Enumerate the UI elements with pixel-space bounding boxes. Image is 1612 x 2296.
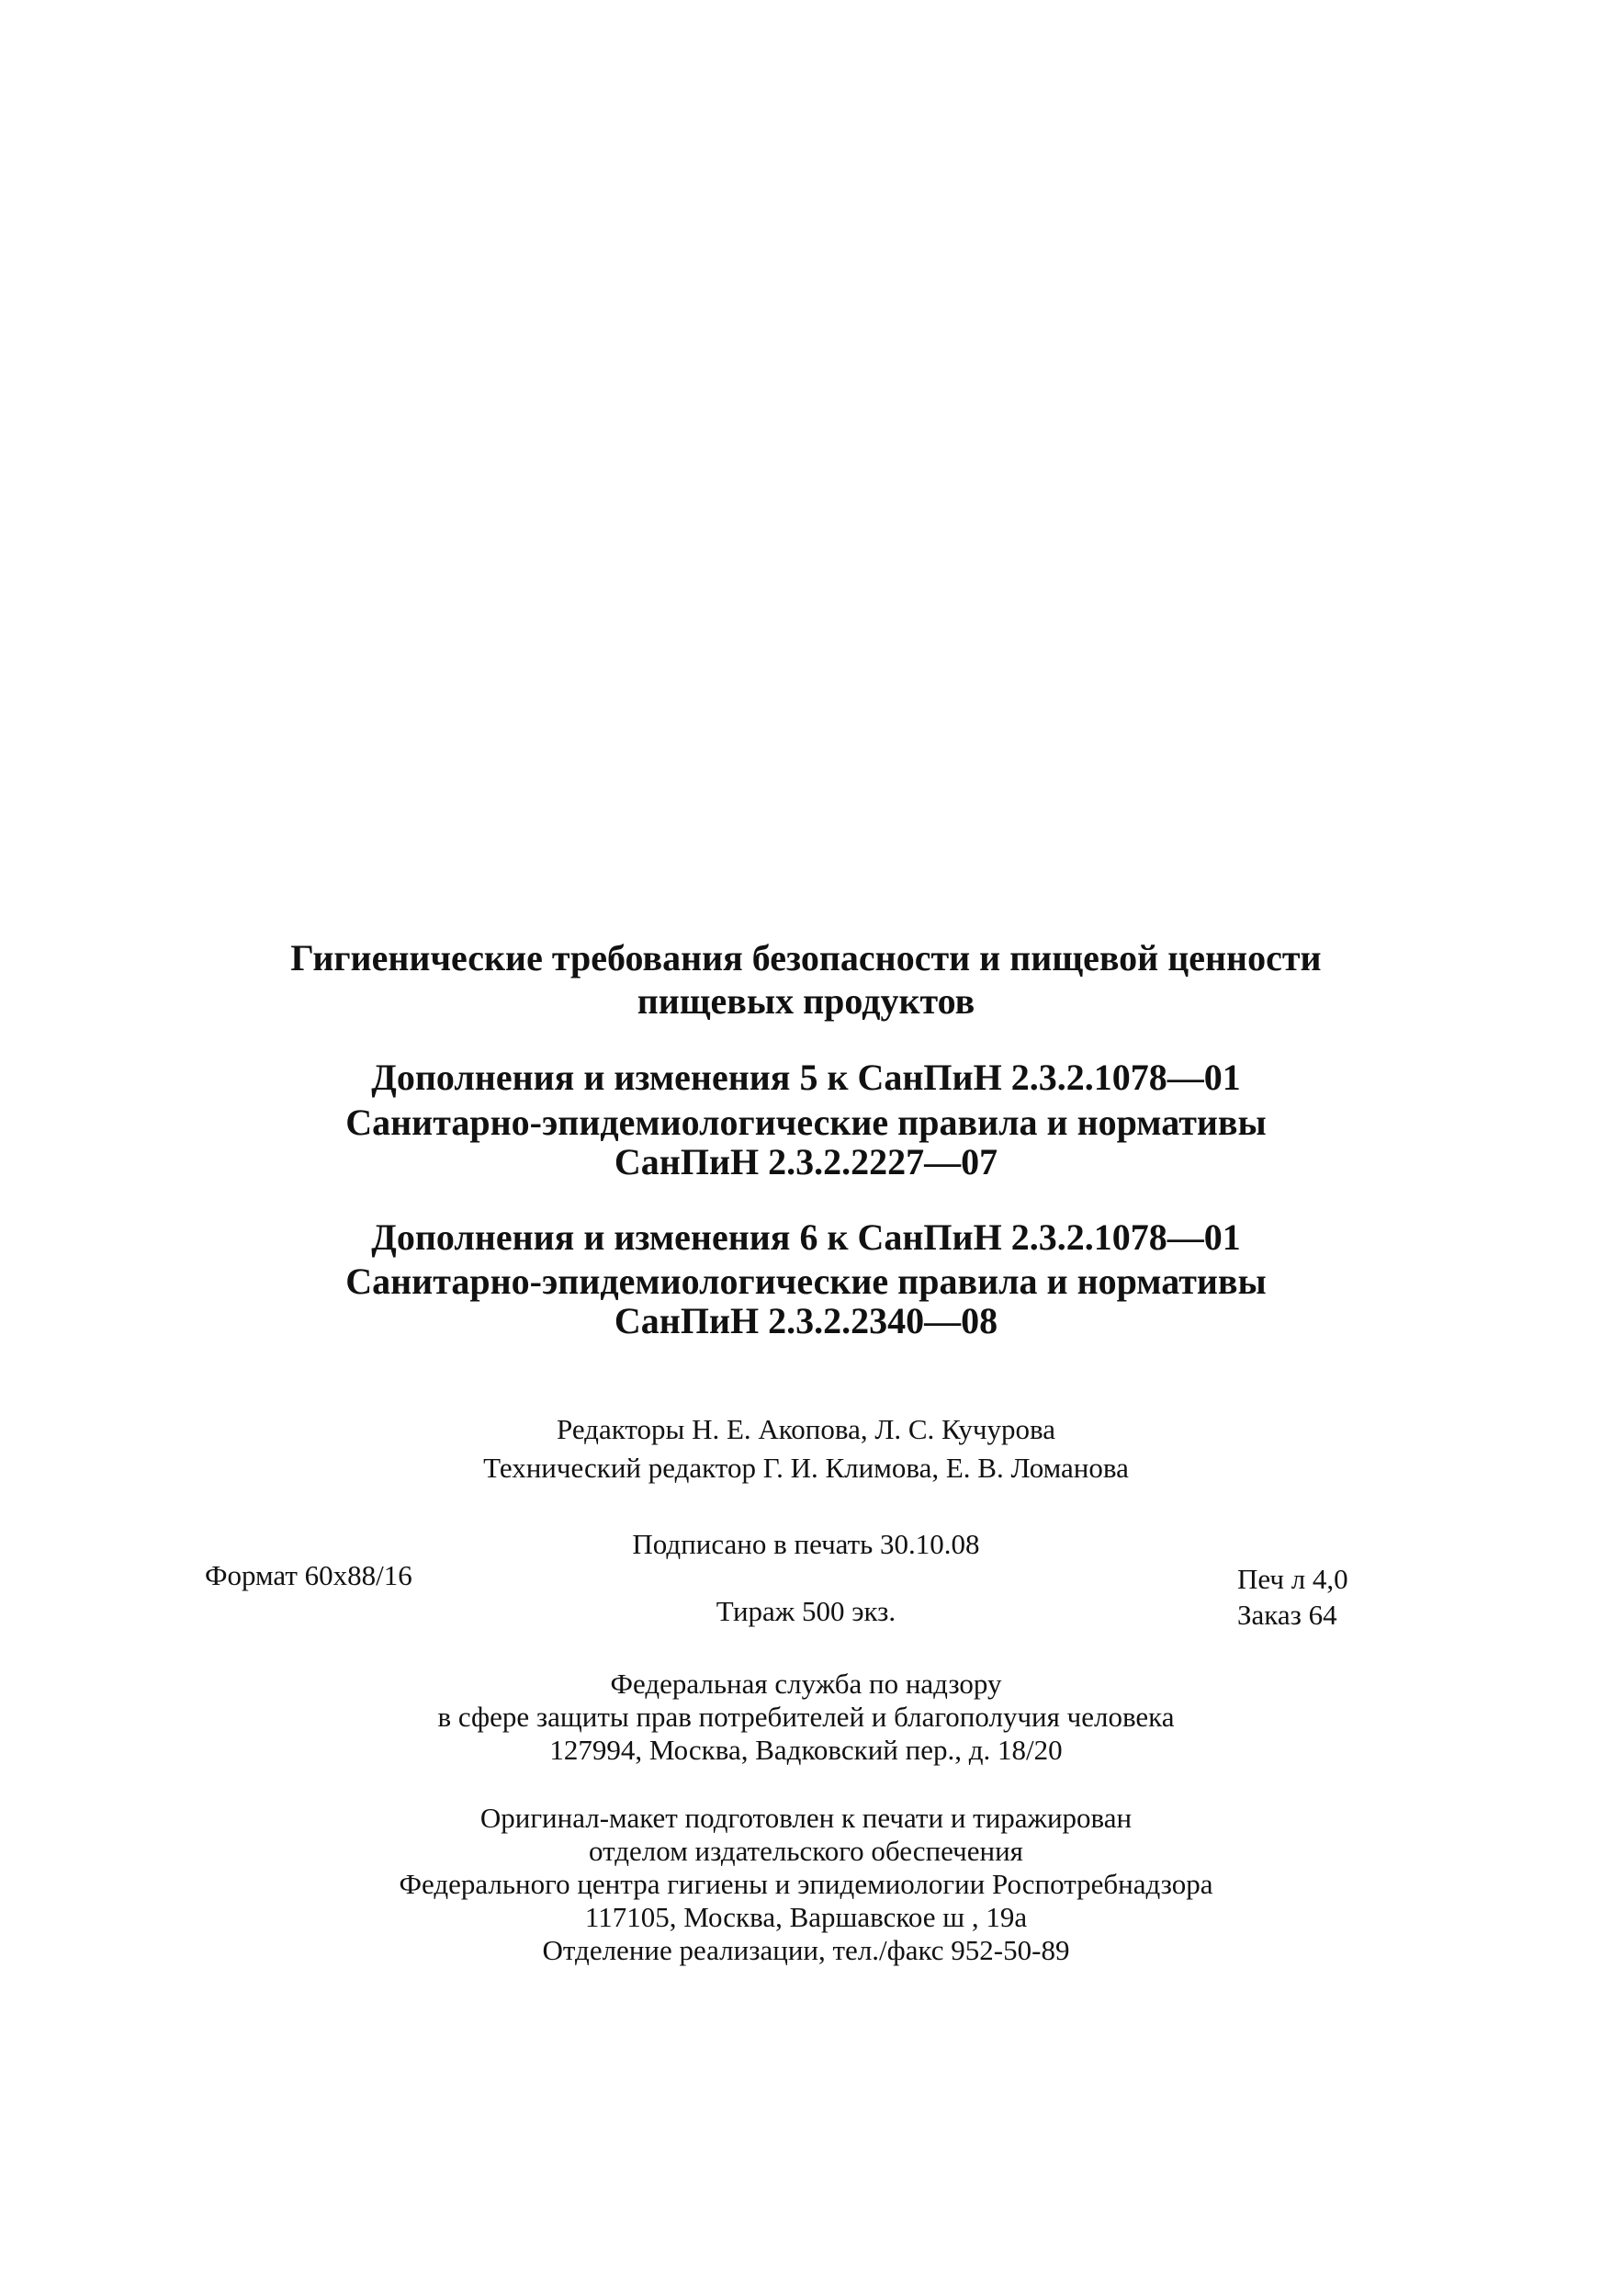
document-title-line-2: пищевых продуктов [637, 980, 975, 1022]
supplement-6-subtitle: Санитарно-эпидемиологические правила и нормативы [345, 1261, 1267, 1302]
printer-line-3: Федерального центра гигиены и эпидемиологии Роспотребнадзора [399, 1868, 1213, 1900]
printer-line-2: отделом издательского обеспечения [589, 1835, 1023, 1867]
editors-line: Редакторы Н. Е. Акопова, Л. С. Кучурова [557, 1413, 1055, 1445]
technical-editor-line: Технический редактор Г. И. Климова, Е. В. Ломанова [483, 1452, 1129, 1484]
print-run: Тираж 500 экз. [716, 1595, 896, 1627]
sales-department-contact: Отделение реализации, тел./факс 952-50-89 [542, 1934, 1070, 1966]
publisher-line-2: в сфере защиты прав потребителей и благополучия человека [437, 1701, 1175, 1733]
order-number: Заказ 64 [1237, 1599, 1337, 1631]
supplement-5-code: СанПиН 2.3.2.2227—07 [614, 1141, 998, 1182]
supplement-5-subtitle: Санитарно-эпидемиологические правила и нормативы [345, 1102, 1267, 1143]
printed-sheets: Печ л 4,0 [1237, 1563, 1348, 1595]
publisher-address: 127994, Москва, Вадковский пер., д. 18/20 [549, 1734, 1063, 1766]
supplement-5-heading: Дополнения и изменения 5 к СанПиН 2.3.2.1078—01 [371, 1057, 1241, 1098]
signed-for-print: Подписано в печать 30.10.08 [632, 1528, 980, 1560]
paper-format: Формат 60x88/16 [205, 1559, 412, 1591]
document-title-line-1: Гигиенические требования безопасности и пищевой ценности [290, 937, 1322, 978]
printer-address: 117105, Москва, Варшавское ш , 19а [584, 1901, 1028, 1933]
supplement-6-heading: Дополнения и изменения 6 к СанПиН 2.3.2.1078—01 [371, 1216, 1241, 1258]
printer-line-1: Оригинал-макет подготовлен к печати и тиражирован [479, 1802, 1133, 1834]
supplement-6-code: СанПиН 2.3.2.2340—08 [614, 1300, 998, 1341]
publisher-line-1: Федеральная служба по надзору [610, 1668, 1002, 1700]
